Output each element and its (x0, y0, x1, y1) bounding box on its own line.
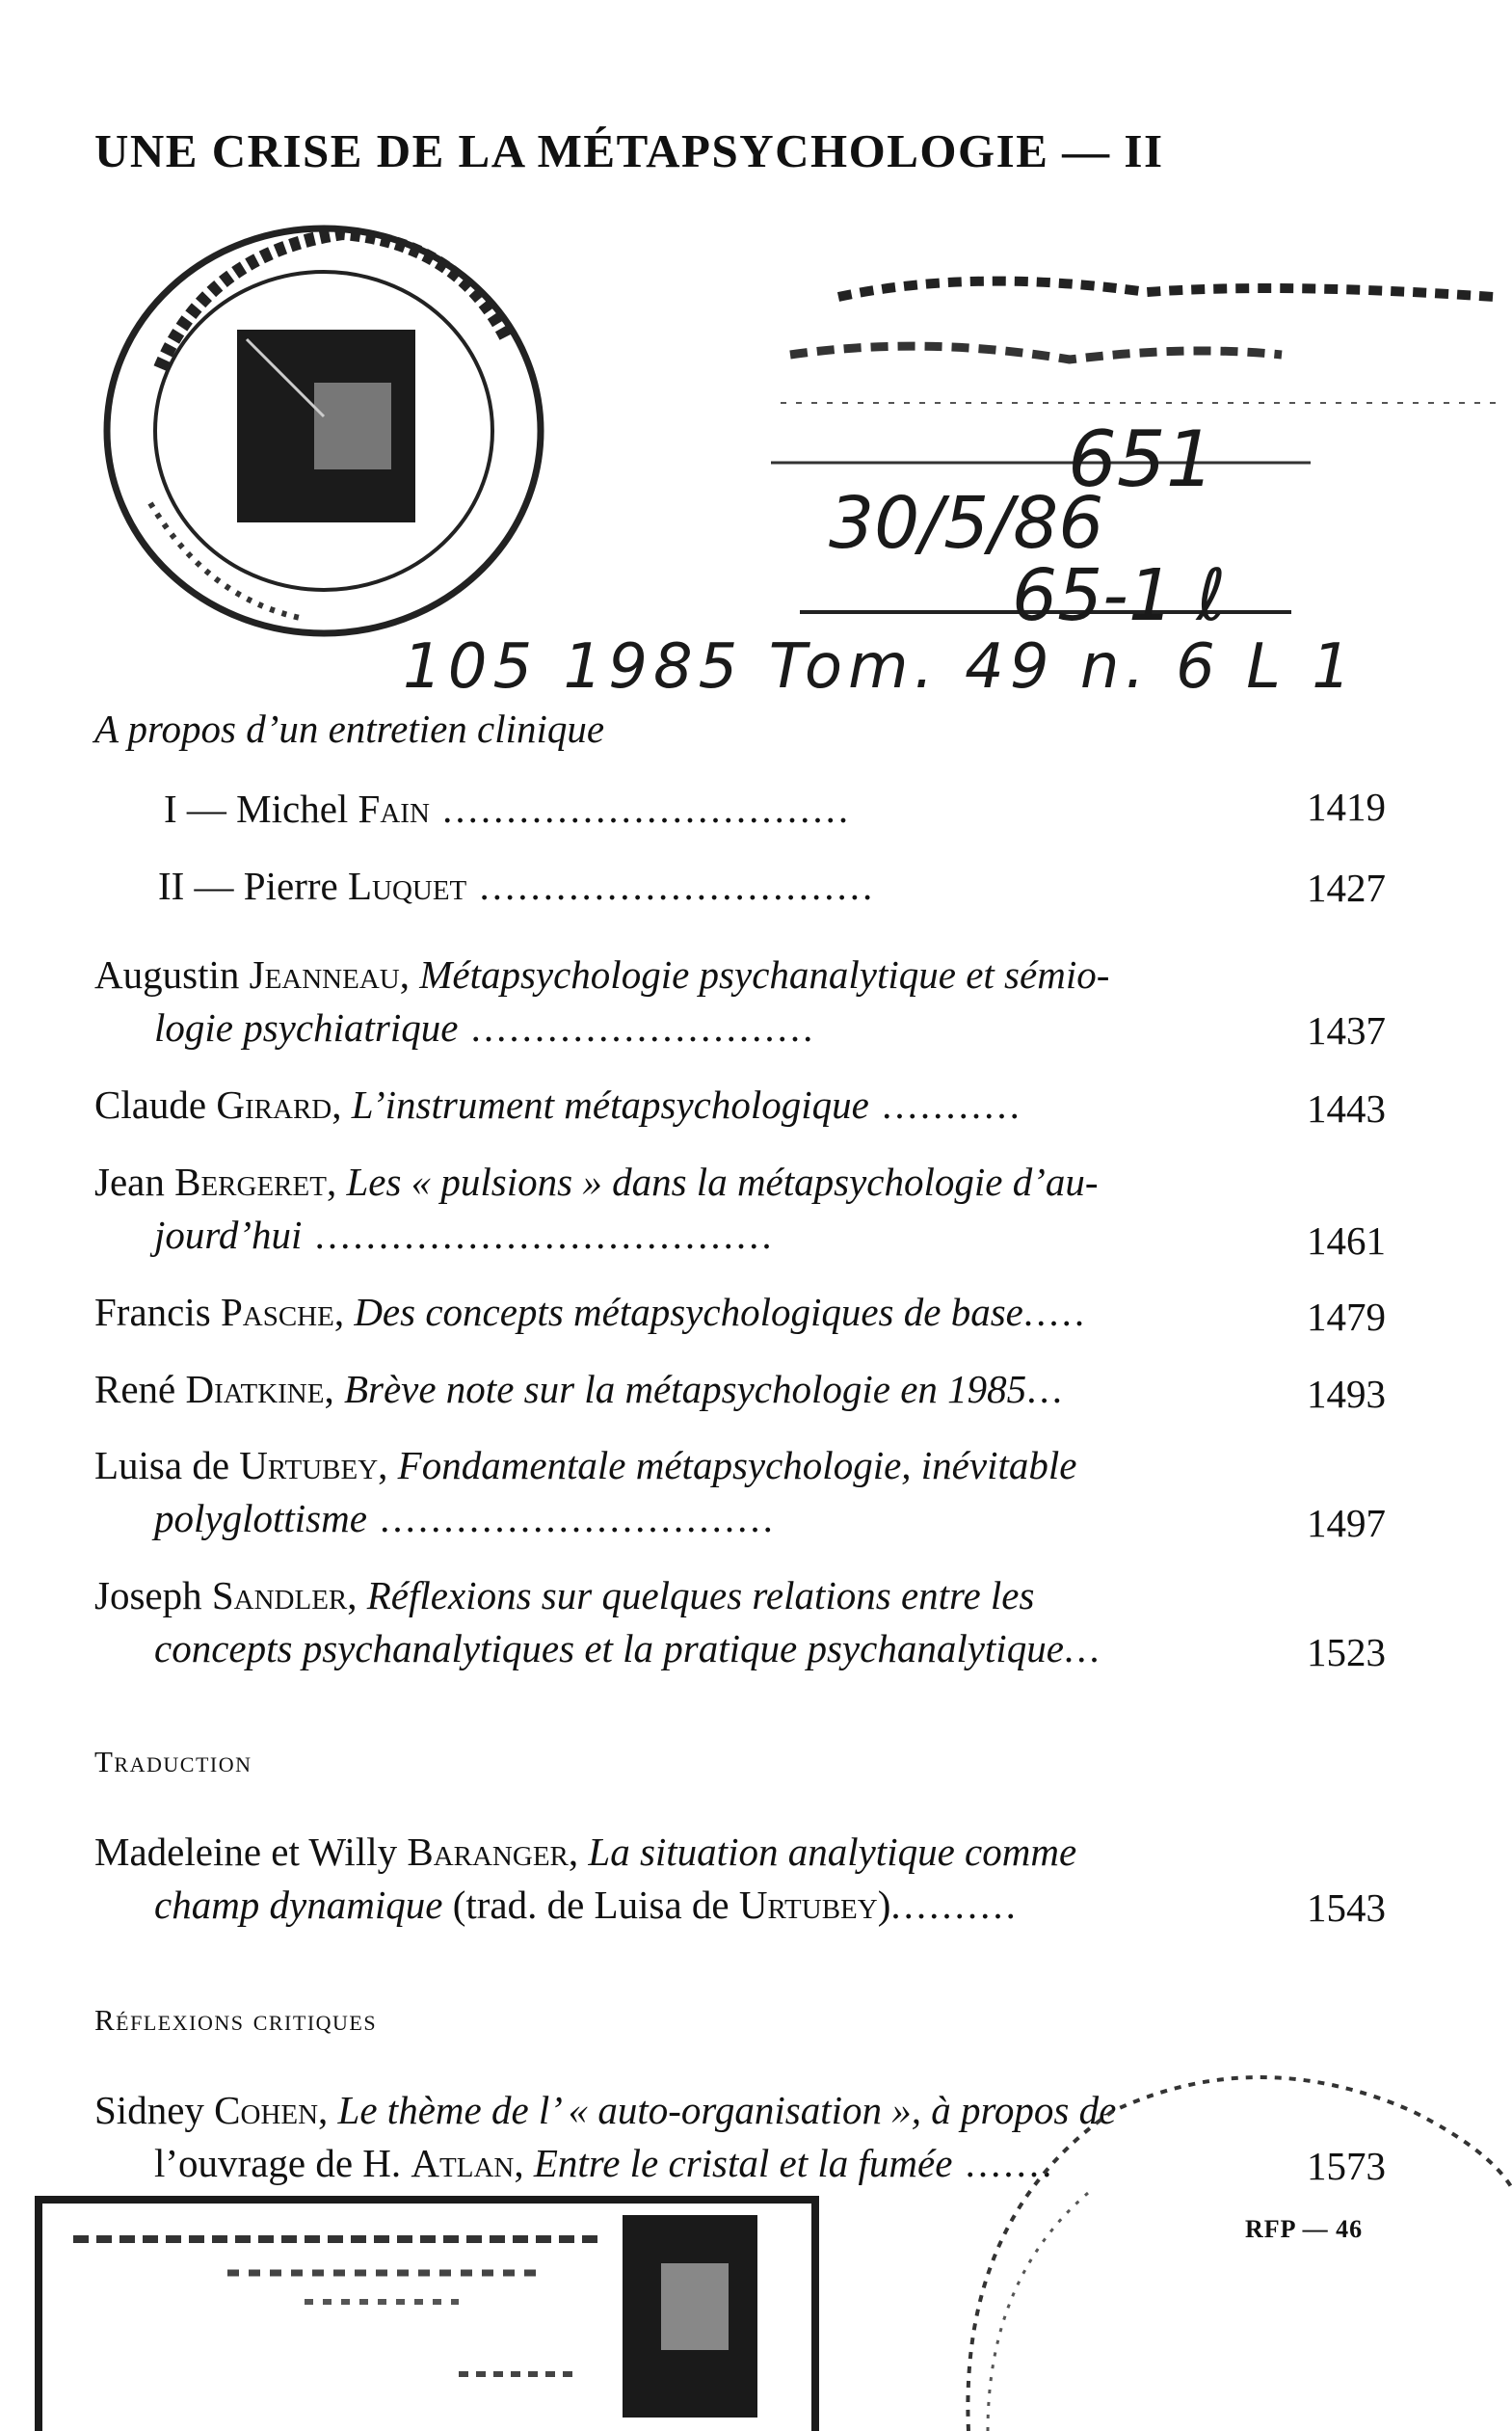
page-number: 1461 (1307, 1218, 1386, 1263)
toc-entry-baranger-cont: champ dynamique (trad. de Luisa de Urtubey).......... (154, 1883, 1019, 1927)
intro-heading: A propos d’un entretien clinique (94, 707, 605, 751)
toc-entry-sandler-cont: concepts psychanalytiques et la pratique psychanalytique... (154, 1626, 1102, 1670)
footer-signature: RFP — 46 (1245, 2215, 1364, 2243)
entry-title: La situation analytique comme (588, 1830, 1077, 1874)
entry-title: L’instrument métapsychologique (351, 1082, 869, 1127)
entry-prefix: I — Michel (164, 787, 358, 831)
toc-entry-diatkine: René Diatkine, Brève note sur la métapsychologie en 1985... (94, 1367, 1065, 1411)
entry-title: Brève note sur la métapsychologie en 1985 (343, 1367, 1027, 1411)
toc-entry-cohen: Sidney Cohen, Le thème de l’ « auto-organisation », à propos de (94, 2088, 1117, 2132)
toc-entry-girard: Claude Girard, L’instrument métapsychologique ........... (94, 1082, 1022, 1127)
entry-author: Diatkine, (185, 1367, 334, 1411)
entry-author: Baranger, (407, 1830, 579, 1874)
entry-author: Pasche, (220, 1290, 345, 1334)
library-stamp-round (93, 214, 555, 648)
entry-author: Fain (358, 787, 430, 831)
entry-prefix: II — Pierre (158, 864, 348, 908)
page-number: 1479 (1307, 1295, 1386, 1339)
library-stamp-partial (949, 2053, 1512, 2431)
handwritten-number-2: 65-1 ℓ (1012, 554, 1227, 637)
library-stamp-rectangular (35, 2196, 819, 2431)
entry-author: Urtubey, (239, 1443, 388, 1487)
handwritten-number-1: 651 (1068, 414, 1215, 504)
toc-entry-pasche: Francis Pasche, Des concepts métapsychologiques de base..... (94, 1290, 1088, 1334)
entry-author: Luquet (347, 864, 467, 908)
toc-entry-jeanneau-cont: logie psychiatrique ........................... (154, 1005, 816, 1050)
page-number: 1419 (1307, 785, 1386, 829)
entry-author: Cohen, (214, 2088, 329, 2132)
toc-entry-bergeret: Jean Bergeret, Les « pulsions » dans la métapsychologie d’au- (94, 1160, 1099, 1204)
page-number: 1493 (1307, 1372, 1386, 1416)
toc-entry-luquet: II — Pierre Luquet ............................... (158, 864, 876, 908)
toc-entry-sandler: Joseph Sandler, Réflexions sur quelques relations entre les (94, 1573, 1035, 1617)
page-number: 1573 (1307, 2144, 1386, 2188)
toc-entry-cohen-cont: l’ouvrage de H. Atlan, Entre le cristal et la fumée ....... (154, 2141, 1055, 2185)
page-number: 1443 (1307, 1086, 1386, 1131)
section-heading-traduction: Traduction (94, 1745, 252, 1778)
entry-author: Bergeret, (174, 1160, 337, 1204)
section-heading-reflexions: Réflexions critiques (94, 2003, 378, 2037)
entry-title: Métapsychologie psychanalytique et sémio- (419, 952, 1110, 997)
entry-title: Le thème de l’ « auto-organisation », à propos de (337, 2088, 1117, 2132)
arabic-stamp-header (781, 258, 1508, 422)
entry-title: Fondamentale métapsychologie, inévitable (397, 1443, 1077, 1487)
entry-author: Girard, (216, 1082, 342, 1127)
entry-author: Jeanneau, (249, 952, 410, 997)
toc-entry-fain: I — Michel Fain ................................ (164, 787, 852, 831)
page-number: 1523 (1307, 1630, 1386, 1674)
entry-title: Des concepts métapsychologiques de base (354, 1290, 1023, 1334)
toc-entry-urtubey: Luisa de Urtubey, Fondamentale métapsychologie, inévitable (94, 1443, 1077, 1487)
entry-title: Les « pulsions » dans la métapsychologie d’au- (346, 1160, 1099, 1204)
toc-entry-jeanneau: Augustin Jeanneau, Métapsychologie psychanalytique et sémio- (94, 952, 1110, 997)
entry-title: Réflexions sur quelques relations entre les (366, 1573, 1035, 1617)
entry-author: Sandler, (211, 1573, 358, 1617)
toc-entry-urtubey-cont: polyglottisme ............................... (154, 1496, 776, 1540)
handwritten-date: 30/5/86 (829, 482, 1104, 565)
page-number: 1543 (1307, 1885, 1386, 1930)
toc-entry-bergeret-cont: jourd’hui .................................... (154, 1213, 775, 1257)
toc-entry-baranger: Madeleine et Willy Baranger, La situation analytique comme (94, 1830, 1077, 1874)
handwritten-catalog-line: 105 1985 Tom. 49 n. 6 L 1 (403, 631, 1357, 703)
page-number: 1437 (1307, 1008, 1386, 1053)
page-number: 1497 (1307, 1501, 1386, 1545)
page-title: UNE CRISE DE LA MÉTAPSYCHOLOGIE — II (94, 124, 1164, 177)
page-number: 1427 (1307, 866, 1386, 910)
